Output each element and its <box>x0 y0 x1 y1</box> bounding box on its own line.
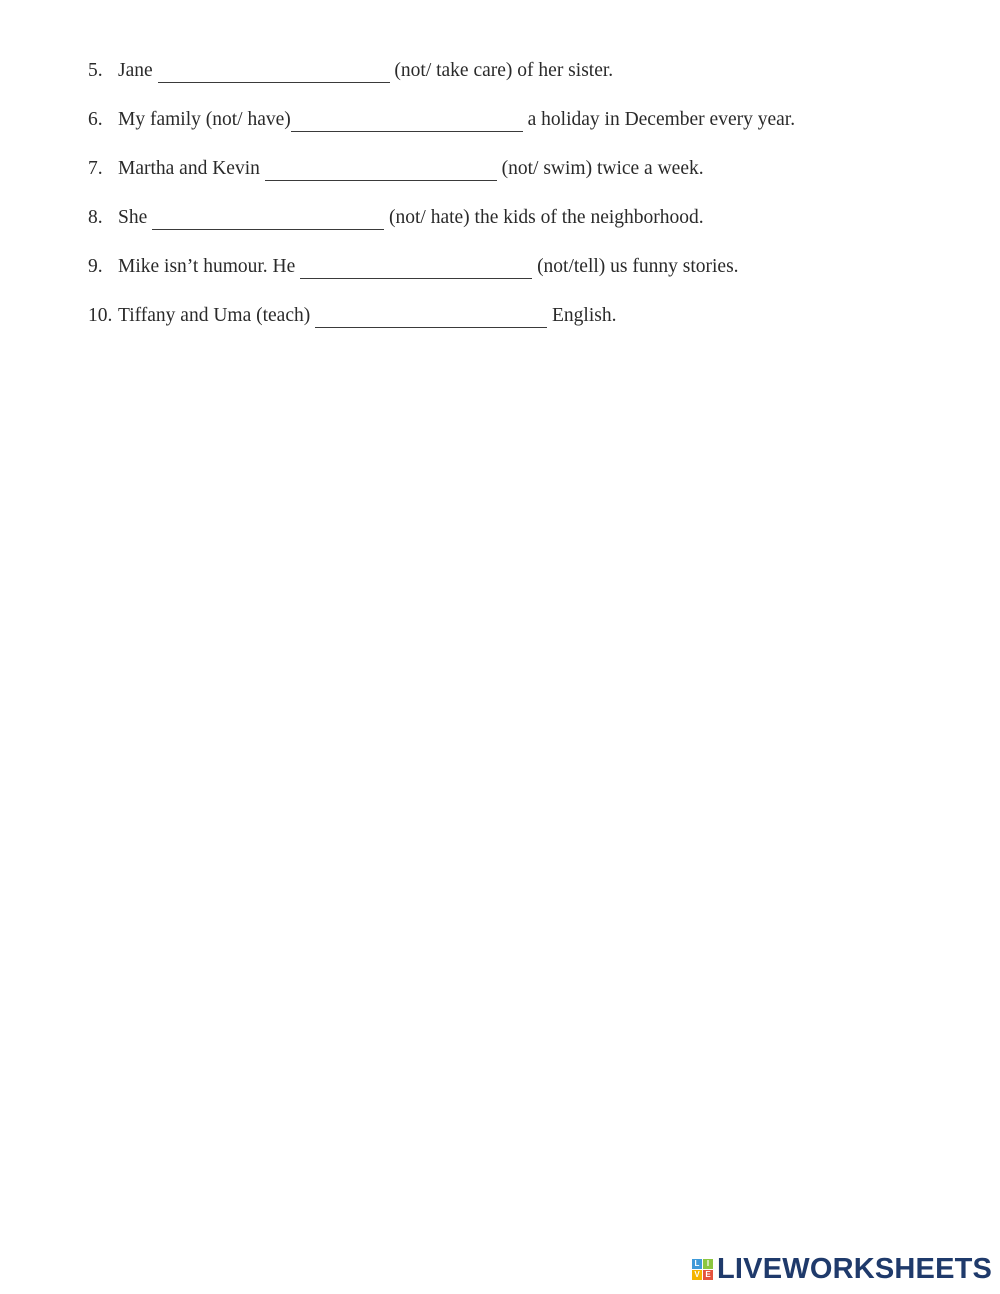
question-number: 9. <box>88 256 103 277</box>
question-text-after: (not/ take care) of her sister. <box>389 60 614 81</box>
question-text-after: a holiday in December every year. <box>522 109 796 130</box>
question-number: 5. <box>88 60 103 81</box>
question-9 <box>88 255 739 279</box>
question-8 <box>88 206 704 230</box>
question-text-before: My family (not/ have) <box>118 109 291 130</box>
question-text-before: Jane <box>118 60 158 81</box>
answer-blank-7[interactable] <box>265 162 497 181</box>
logo-mark-tile: E <box>703 1270 713 1280</box>
question-text-after: (not/ hate) the kids of the neighborhood. <box>384 207 704 228</box>
question-text-after: English. <box>547 305 617 326</box>
answer-blank-10[interactable] <box>315 309 547 328</box>
liveworksheets-logo-text: LIVEWORKSHEETS <box>717 1253 993 1285</box>
answer-blank-8[interactable] <box>152 211 384 230</box>
question-text-before: Mike isn’t humour. He <box>118 256 301 277</box>
question-text-before: Tiffany and Uma (teach) <box>118 305 316 326</box>
question-text-before: Martha and Kevin <box>118 158 265 179</box>
question-text-after: (not/tell) us funny stories. <box>532 256 739 277</box>
question-5 <box>88 59 613 83</box>
question-number: 8. <box>88 207 103 228</box>
question-number: 10. <box>88 305 113 326</box>
logo-mark-tile: V <box>692 1270 702 1280</box>
answer-blank-9[interactable] <box>300 260 532 279</box>
answer-blank-5[interactable] <box>158 64 390 83</box>
liveworksheets-logo[interactable] <box>692 1254 992 1284</box>
question-text-before: She <box>118 207 153 228</box>
question-10 <box>88 304 616 328</box>
answer-blank-6[interactable] <box>291 113 523 132</box>
logo-mark-tile: L <box>692 1259 702 1269</box>
question-6 <box>88 108 795 132</box>
question-number: 6. <box>88 109 103 130</box>
logo-mark-tile: I <box>703 1259 713 1269</box>
question-7 <box>88 157 704 181</box>
question-text-after: (not/ swim) twice a week. <box>496 158 704 179</box>
liveworksheets-logo-icon <box>692 1259 713 1280</box>
question-number: 7. <box>88 158 103 179</box>
